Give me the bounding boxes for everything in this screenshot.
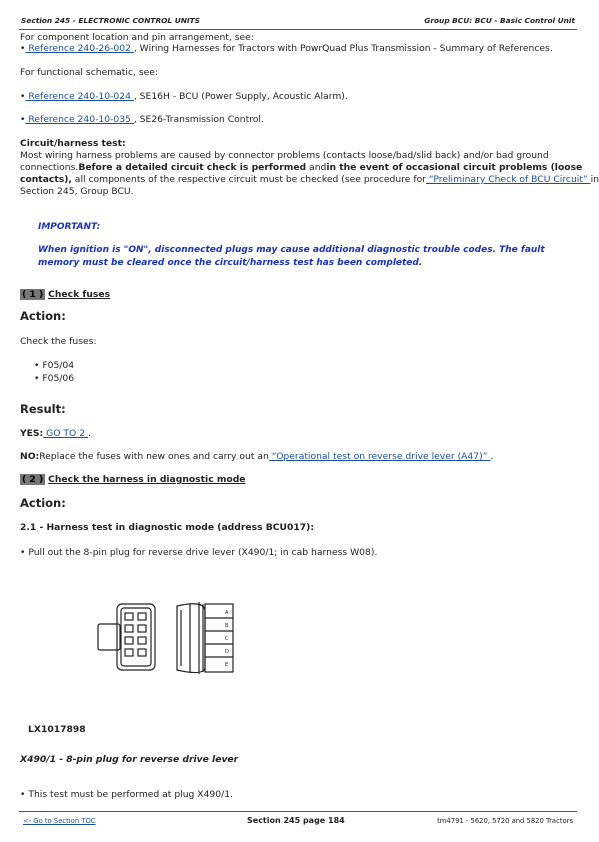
fuse-label: F05/04 <box>42 360 75 371</box>
bold-text: in the event of occasional circuit problems (loose <box>326 162 583 173</box>
subheading: 2.1 - Harness test in diagnostic mode (address BCU017): <box>20 522 314 533</box>
reference-line-2 <box>20 91 348 102</box>
reference-link-2[interactable]: Reference 240-10-024 <box>25 91 134 102</box>
result-heading: Result: <box>20 402 66 416</box>
text: Replace the fuses with new ones and carry out an <box>39 451 269 462</box>
page-footer <box>19 811 577 832</box>
pin-letter: D <box>225 649 229 655</box>
important-label: IMPORTANT: <box>38 222 101 232</box>
step-title[interactable]: Check fuses <box>48 289 111 300</box>
step-number: ( 1 ) <box>22 289 44 300</box>
circuit-line-1: Most wiring harness problems are caused by connector problems (contacts loose/bad/slid back) and/or bad ground <box>20 150 549 161</box>
fuse-item: • F05/06 <box>34 373 75 384</box>
action-heading: Action: <box>20 309 66 323</box>
yes-label: YES: <box>20 428 44 439</box>
header-group: Group BCU: BCU - Basic Control Unit <box>424 16 575 25</box>
bold-text: Before a detailed circuit check is performed <box>78 162 307 173</box>
reference-text-1: , Wiring Harnesses for Tractors with PowrQuad Plus Transmission - Summary of References. <box>133 43 553 54</box>
circuit-heading: Circuit/harness test: <box>20 138 126 149</box>
instruction-1: • Pull out the 8-pin plug for reverse drive lever (X490/1; in cab harness W08). <box>20 547 378 558</box>
action-text: Check the fuses: <box>20 336 97 347</box>
text: connections. <box>20 162 79 173</box>
no-label: NO: <box>20 451 40 462</box>
reference-link-3[interactable]: Reference 240-10-035 <box>25 114 134 125</box>
manual-id: tm4791 - 5620, 5720 and 5820 Tractors <box>437 817 573 825</box>
text: in <box>590 174 599 185</box>
connector-figure <box>95 598 240 678</box>
bullet: • <box>20 91 26 102</box>
preliminary-check-link[interactable]: “Preliminary Check of BCU Circuit” <box>426 174 591 185</box>
fuse-item: • F05/04 <box>34 360 75 371</box>
instruction-2: • This test must be performed at plug X490/1. <box>20 789 233 800</box>
pin-letter: A <box>225 610 229 616</box>
reference-text-3: , SE26-Transmission Control. <box>133 114 264 125</box>
action-heading: Action: <box>20 496 66 510</box>
pin-letter: E <box>225 662 229 668</box>
reference-line-3 <box>20 114 264 125</box>
no-line <box>20 451 493 462</box>
go-to-2-link[interactable]: GO TO 2 <box>43 428 88 439</box>
pin-letter: C <box>225 636 229 642</box>
pin-letter: B <box>225 623 229 629</box>
circuit-line-2 <box>20 162 582 173</box>
step-2-heading <box>20 474 246 485</box>
text: . <box>490 451 494 462</box>
location-text: For component location and pin arrangement, see: <box>20 32 254 43</box>
reference-line-1 <box>20 43 553 54</box>
section-toc-link[interactable]: <- Go to Section TOC <box>23 817 96 825</box>
important-line-2: memory must be cleared once the circuit/harness test has been completed. <box>38 258 423 268</box>
circuit-line-3 <box>20 174 599 185</box>
text: and <box>306 162 327 173</box>
schematic-text: For functional schematic, see: <box>20 67 159 78</box>
text: all components of the respective circuit must be checked (see procedure for <box>71 174 426 185</box>
step-title[interactable]: Check the harness in diagnostic mode <box>48 474 246 485</box>
bullet: • <box>20 114 26 125</box>
page-header <box>19 15 577 30</box>
figure-caption: X490/1 - 8-pin plug for reverse drive lever <box>20 754 239 765</box>
reference-link-1[interactable]: Reference 240-26-002 <box>25 43 134 54</box>
bullet: • <box>20 43 26 54</box>
bold-text: contacts), <box>20 174 72 185</box>
step-1-heading <box>20 289 110 300</box>
step-number: ( 2 ) <box>22 474 44 485</box>
reference-text-2: , SE16H - BCU (Power Supply, Acoustic Alarm). <box>133 91 348 102</box>
fuse-label: F05/06 <box>42 373 75 384</box>
operational-test-link[interactable]: “Operational test on reverse drive lever (A47)” <box>268 451 491 462</box>
important-line-1: When ignition is "ON", disconnected plugs may cause additional diagnostic trouble codes. The fault <box>38 245 545 255</box>
yes-line <box>20 428 91 439</box>
text: . <box>87 428 91 439</box>
circuit-line-4: Section 245, Group BCU. <box>20 186 134 197</box>
figure-id: LX1017898 <box>28 724 86 735</box>
page-number: Section 245 page 184 <box>247 816 345 825</box>
header-section: Section 245 - ELECTRONIC CONTROL UNITS <box>21 16 201 25</box>
